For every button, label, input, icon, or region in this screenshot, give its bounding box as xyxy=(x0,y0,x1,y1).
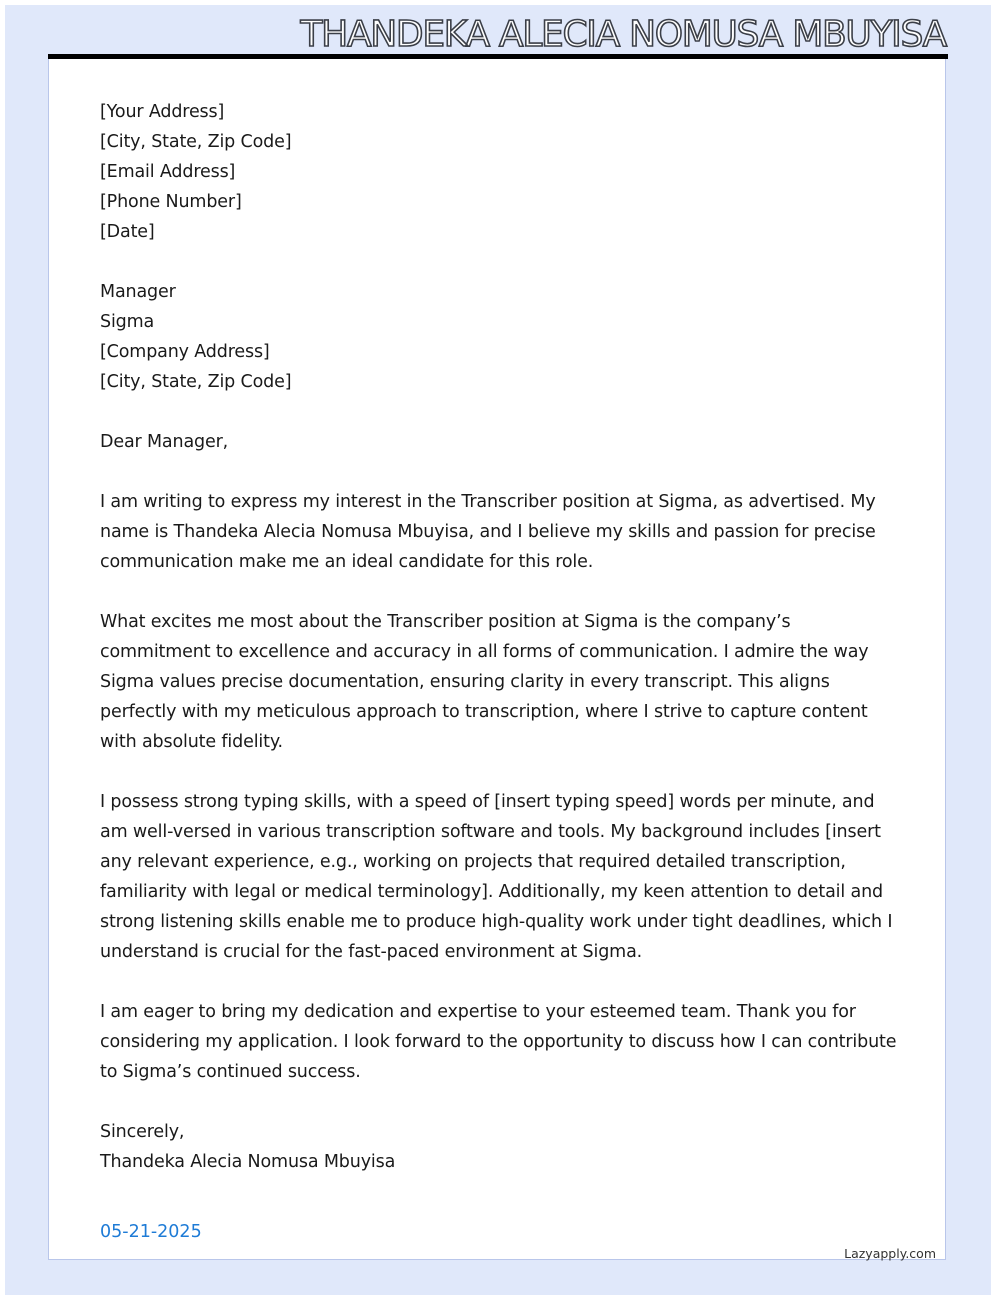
sender-date: [Date] xyxy=(100,222,155,242)
cover-letter xyxy=(100,97,900,1177)
sender-city-state-zip: [City, State, Zip Code] xyxy=(100,132,292,152)
sender-block xyxy=(100,97,900,247)
body-paragraph-3: I possess strong typing skills, with a speed of [insert typing speed] words per minute, and am well-versed in various transcription software and tools. My background includes [insert any relevant experience, e.g., working on projects that required detailed transcription, familiarity with legal or medical terminology]. Additionally, my keen attention to detail and strong listening skills enable me to produce high-quality work under tight deadlines, which I understand is crucial for the fast-paced environment at Sigma. xyxy=(100,792,893,962)
recipient-block xyxy=(100,277,900,397)
sender-address: [Your Address] xyxy=(100,102,225,122)
body-paragraph-4: I am eager to bring my dedication and expertise to your esteemed team. Thank you for considering my application. I look forward to the opportunity to discuss how I can contribute to Sigma’s continued success. xyxy=(100,1002,897,1082)
recipient-title: Manager xyxy=(100,282,176,302)
valediction: Sincerely, xyxy=(100,1122,185,1142)
body-paragraph-1: I am writing to express my interest in the Transcriber position at Sigma, as advertised. My name is Thandeka Alecia Nomusa Mbuyisa, and I believe my skills and passion for precise communication make me an ideal candidate for this role. xyxy=(100,492,876,572)
recipient-city-state-zip: [City, State, Zip Code] xyxy=(100,372,292,392)
footer-date: 05-21-2025 xyxy=(100,1222,202,1242)
salutation: Dear Manager, xyxy=(100,432,229,452)
recipient-company: Sigma xyxy=(100,312,155,332)
recipient-address: [Company Address] xyxy=(100,342,270,362)
lazyapply-watermark: Lazyapply.com xyxy=(844,1246,936,1261)
applicant-name-heading: THANDEKA ALECIA NOMUSA MBUYISA xyxy=(300,14,946,55)
sender-email: [Email Address] xyxy=(100,162,236,182)
sender-phone: [Phone Number] xyxy=(100,192,242,212)
signature-name: Thandeka Alecia Nomusa Mbuyisa xyxy=(100,1152,396,1172)
body-paragraph-2: What excites me most about the Transcriber position at Sigma is the company’s commitment to excellence and accuracy in all forms of communication. I admire the way Sigma values precise documentation, ensuring clarity in every transcript. This aligns perfectly with my meticulous approach to transcription, where I strive to capture content with absolute fidelity. xyxy=(100,612,869,752)
